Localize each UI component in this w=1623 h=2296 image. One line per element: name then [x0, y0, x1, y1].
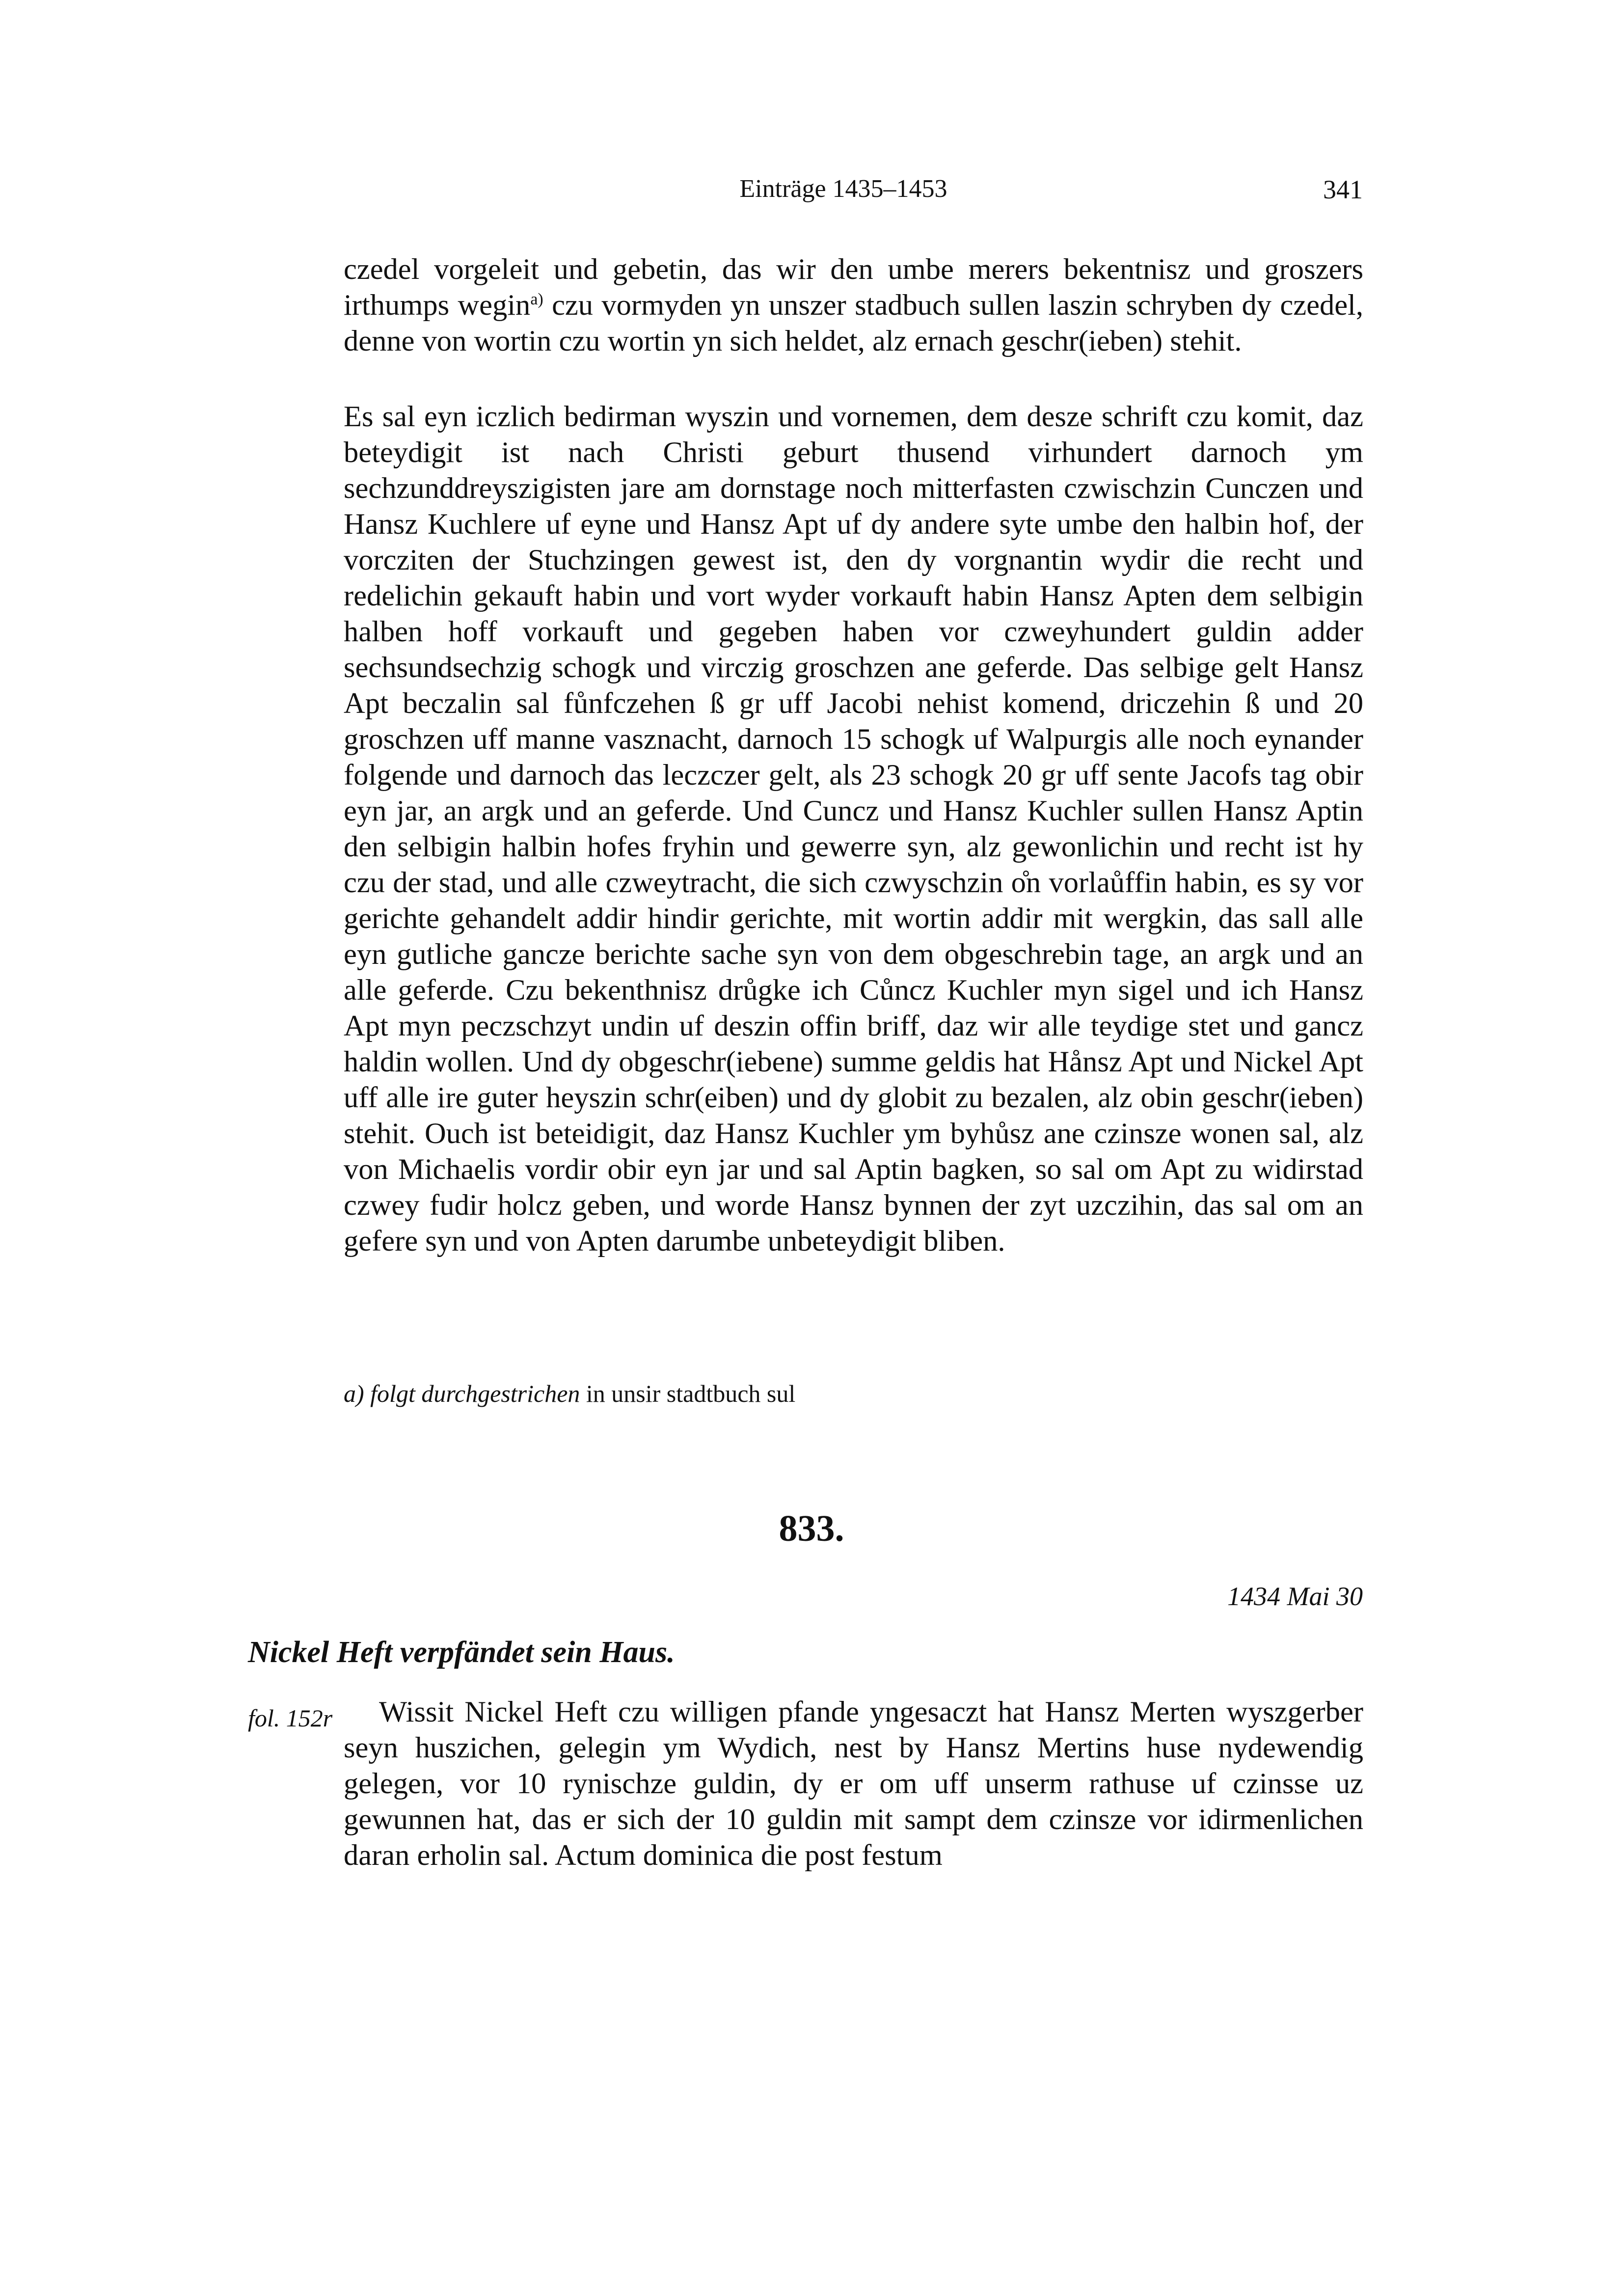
- entry-833-text: [344, 1694, 1363, 1873]
- document-date: 1434 Mai 30: [1227, 1582, 1363, 1611]
- paragraph-text: czu vormyden yn unszer stadbuch sullen laszin schryben dy czedel, denne von wortin czu wortin yn sich heldet, alz ernach geschr(ieben) stehit.: [344, 289, 1363, 357]
- document-number: 833.: [779, 1508, 844, 1549]
- continuation-paragraph-2: [344, 399, 1363, 1259]
- running-title: Einträge 1435–1453: [739, 175, 947, 203]
- paragraph-text: Es sal eyn iczlich bedirman wyszin und vornemen, dem desze schrift czu komit, daz beteydigit ist nach Christi geburt thusend virhundert darnoch ym sechzunddreyszigisten jare am dornstage noch mitterfasten czwischzin Cunczen und Hansz Kuchlere uf eyne und Hansz Apt uf dy andere syte umbe den halbin hof, der vorcziten der Stuchzingen gewest ist, den dy vorgnantin wydir die recht und redelichin gekauft habin und vort wyder vorkauft habin Hansz Apten dem selbigin halben hoff vorkauft und gegeben haben vor czweyhundert guldin adder sechsundsechzig schogk und virczig groschzen ane geferde. Das selbige gelt Hansz Apt beczalin sal fůnfczehen ß gr uff Jacobi nehist komend, driczehin ß und 20 groschzen uff manne vasznacht, darnoch 15 schogk uf Walpurgis alle noch eynander folgende und darnoch das leczczer gelt, als 23 schogk 20 gr uff sente Jacofs tag obir eyn jar, an argk und an geferde. Und Cuncz und Hansz Kuchler sullen Hansz Aptin den selbigin halbin hofes fryhin und gewerre syn, alz gewonlichin und recht ist hy czu der stad, und alle czweytracht, die sich czwyschzin o̊n vorlaůffin habin, es sy vor gerichte gehandelt addir hindir gerichte, mit wortin addir mit wergkin, das sall alle eyn gutliche gancze berichte sache syn von dem obgeschrebin tage, an argk und an alle geferde. Czu bekenthnisz drůgke ich Cůncz Kuchler myn sigel und ich Hansz Apt myn peczschzyt undin uf deszin offin briff, daz wir alle teydige stet und gancz haldin wollen. Und dy obgeschr(iebene) summe geldis hat Hånsz Apt und Nickel Apt uff alle ire guter heyszin schr(eiben) und dy globit zu bezalen, alz obin geschr(ieben) stehit. Ouch ist beteidigit, daz Hansz Kuchler ym byhůsz ane czinsze wonen sal, alz von Michaelis vordir obir eyn jar und sal Aptin bagken, so sal om Apt zu widirstad czwey fudir holcz geben, und worde Hansz bynnen der zyt uzczihin, das sal om an gefere syn und von Apten darumbe unbeteydigit bliben.: [344, 400, 1363, 1257]
- continuation-paragraph-1: [344, 251, 1363, 359]
- page-number: 341: [1323, 175, 1363, 204]
- paragraph-text: Wissit Nickel Heft czu willigen pfande yngesaczt hat Hansz Merten wyszgerber seyn huszichen, gelegin ym Wydich, nest by Hansz Mertins huse nydewendig gelegen, vor 10 rynischze guldin, dy er om uff unserm rathuse uf czinsse uz gewunnen hat, das er sich der 10 guldin mit sampt dem czinsze vor idirmenlichen daran erholin sal. Actum dominica die post festum: [344, 1695, 1363, 1872]
- paragraph-text: czedel vorgeleit und gebetin, das wir den umbe merers bekentnisz und groszers irthumps wegin: [344, 253, 1363, 322]
- footnote-italic: folgt durchgestrichen: [370, 1380, 580, 1407]
- footnote: [344, 1379, 795, 1408]
- running-head: [344, 174, 1363, 214]
- document-heading: Nickel Heft verpfändet sein Haus.: [248, 1636, 675, 1669]
- footnote-marker: a): [530, 290, 543, 308]
- folio-reference: fol. 152r: [248, 1704, 333, 1732]
- footnote-text: in unsir stadtbuch sul: [580, 1380, 796, 1407]
- footnote-label: a): [344, 1380, 364, 1407]
